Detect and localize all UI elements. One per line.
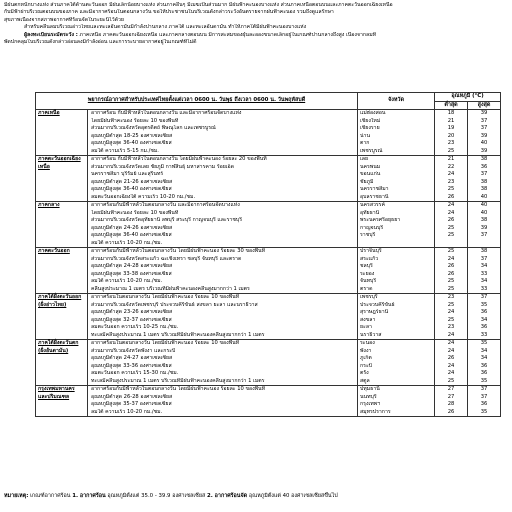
intro-text bbox=[4, 2, 510, 46]
max-temp-value: 39 bbox=[480, 224, 488, 231]
forecast-line: อากาศร้อนกับมีฟ้าหลัวในตอนกลางวัน โดยมีฝนฟ้าคะนอง ร้อยละ 30 ของพื้นที่ bbox=[91, 248, 266, 254]
max-temp-value: 36 bbox=[480, 163, 488, 170]
forecast-line: อุณหภูมิสูงสุด 36-40 องศาเซลเซียส bbox=[91, 186, 172, 192]
advisory-text: ภาคเหนือ ภาคตะวันออกเฉียงเหนือ และภาคกลางตอนบน มีการสะสมของฝุ่นละอองขนาดเล็กอยู่ในเกณฑ์ปานกลางถึงสูง เนื่องจากลมที่ bbox=[79, 31, 377, 38]
region-name bbox=[36, 202, 88, 248]
min-temp-value: 26 bbox=[447, 217, 455, 223]
max-temp-value: 35 bbox=[480, 301, 488, 308]
forecast-line: ลมตะวันออก ความเร็ว 15-30 กม./ชม. bbox=[91, 370, 179, 376]
forecast-line: อุณหภูมิต่ำสุด 24-27 องศาเซลเซียส bbox=[91, 355, 173, 361]
max-temp-value: 34 bbox=[480, 278, 488, 284]
max-temp-value: 38 bbox=[480, 248, 488, 254]
region-name-line: (ฝั่งอ่าวไทย) bbox=[38, 301, 67, 308]
region-name bbox=[36, 156, 88, 202]
province-name: พระนครศรีอยุธยา bbox=[360, 217, 401, 223]
forecast-table bbox=[35, 92, 501, 417]
min-temp-value: 21 bbox=[447, 156, 455, 162]
max-temp-value: 35 bbox=[480, 408, 488, 415]
province-name: เพชรบุรี bbox=[360, 294, 378, 300]
province-name: แม่ฮ่องสอน bbox=[360, 110, 386, 116]
province-name: น่าน bbox=[360, 132, 371, 139]
forecast-line: ลมใต้ ความเร็ว 10-20 กม./ชม. bbox=[91, 278, 163, 284]
region-row bbox=[36, 340, 501, 386]
province-name: พังงา bbox=[360, 347, 372, 354]
region-name bbox=[36, 294, 88, 340]
province-list bbox=[358, 294, 435, 340]
min-temp-value: 23 bbox=[447, 140, 455, 146]
forecast-line: ส่วนมากบริเวณจังหวัดอุตรดิตถ์ พิษณุโลก และเพชรบูรณ์ bbox=[91, 125, 216, 131]
province-name: ชัยภูมิ bbox=[360, 178, 374, 185]
region-forecast bbox=[88, 294, 358, 340]
max-temp-value: 35 bbox=[480, 377, 488, 384]
footnote-text: เกณฑ์อากาศร้อน bbox=[30, 493, 71, 499]
forecast-line: อุณหภูมิสูงสุด 33-38 องศาเซลเซียส bbox=[91, 270, 172, 277]
province-name: ปทุมธานี bbox=[360, 386, 380, 392]
min-temp-value: 25 bbox=[447, 186, 455, 192]
max-temp-header: สูงสุด bbox=[468, 101, 501, 110]
province-name: สระแก้ว bbox=[360, 255, 379, 262]
forecast-line: อุณหภูมิต่ำสุด 26-28 องศาเซลเซียส bbox=[91, 393, 173, 400]
province-name: ราชบุรี bbox=[360, 232, 376, 238]
province-name: ยะลา bbox=[360, 324, 372, 330]
max-temp-value: 40 bbox=[480, 140, 488, 146]
max-temp-list bbox=[468, 156, 501, 202]
region-name-line: กรุงเทพมหานคร bbox=[38, 386, 75, 392]
forecast-line: อุณหภูมิต่ำสุด 21-26 องศาเซลเซียส bbox=[91, 178, 173, 185]
min-temp-value: 25 bbox=[447, 224, 455, 231]
forecast-line: อากาศร้อนในตอนกลางวัน โดยมีฝนฟ้าคะนอง ร้อยละ 10 ของพื้นที่ bbox=[91, 340, 240, 346]
max-temp-value: 34 bbox=[480, 316, 488, 323]
min-temp-value: 20 bbox=[447, 132, 455, 139]
province-name: ตราด bbox=[360, 285, 373, 292]
region-forecast bbox=[88, 202, 358, 248]
intro-line: กับมีฟ้าผ่าบริเวณตอนบนของภาค และมีอากาศร้อนในตอนกลางวัน ขอให้ประชาชนในบริเวณดังกล่าวระวังอันตรายจากฝนฟ้าคะนอง รวมถึงดูแลรักษา bbox=[4, 9, 334, 16]
min-temp-value: 23 bbox=[447, 178, 455, 185]
forecast-line: อุณหภูมิสูงสุด 36-40 องศาเซลเซียส bbox=[91, 140, 172, 146]
forecast-line: ส่วนมากบริเวณจังหวัดเพชรบุรี ประจวบคีรีขันธ์ สงขลา ยะลา และนราธิวาส bbox=[91, 301, 258, 308]
region-name-line: ภาคตะวันออก bbox=[38, 248, 70, 254]
region-name-line: ภาคใต้ฝั่งตะวันตก bbox=[38, 340, 79, 346]
forecast-line: ลมตะวันออก ความเร็ว 10-25 กม./ชม. bbox=[91, 324, 179, 330]
province-name: สงขลา bbox=[360, 316, 376, 323]
min-temp-value: 23 bbox=[447, 294, 455, 300]
forecast-line: อากาศร้อน กับมีฟ้าหลัวในตอนกลางวัน และมีอากาศร้อนจัดบางแห่ง bbox=[91, 110, 242, 116]
forecast-line: นครราชสีมา บุรีรัมย์ และสุรินทร์ bbox=[91, 171, 164, 177]
min-temp-header: ต่ำสุด bbox=[435, 101, 468, 110]
min-temp-value: 27 bbox=[447, 393, 455, 400]
max-temp-value: 37 bbox=[480, 393, 488, 400]
forecast-line: อากาศร้อนกับมีฟ้าหลัวในตอนกลางวัน โดยมีฝนฟ้าคะนอง ร้อยละ 10 ของพื้นที่ bbox=[91, 386, 266, 392]
min-temp-value: 19 bbox=[447, 125, 455, 131]
min-temp-value: 26 bbox=[447, 270, 455, 277]
max-temp-value: 36 bbox=[480, 362, 488, 369]
max-temp-value: 36 bbox=[480, 401, 488, 407]
max-temp-value: 36 bbox=[480, 324, 488, 330]
forecast-line: ส่วนมากบริเวณจังหวัดเลย ชัยภูมิ กาฬสินธุ์ มหาสารคาม ร้อยเอ็ด bbox=[91, 163, 235, 170]
region-name-line: ภาคเหนือ bbox=[38, 110, 60, 116]
max-temp-value: 38 bbox=[480, 178, 488, 185]
max-temp-list bbox=[468, 248, 501, 294]
min-temp-value: 24 bbox=[447, 255, 455, 262]
forecast-line: อุณหภูมิสูงสุด 33-36 องศาเซลเซียส bbox=[91, 362, 172, 369]
province-name: ปราจีนบุรี bbox=[360, 248, 382, 254]
intro-line: มีฝนตกหนักบางแห่ง ส่วนภาคใต้ด้านตะวันออก มีฝนเล็กน้อยบางแห่ง ส่วนภาคอื่นๆ มีเมฆเป็นส่วนมาก มีฝนฟ้าคะนองบางแห่ง ส่วนภาคเหนือตอนบนและภาคตะวันออกเฉียงเหนือ bbox=[4, 2, 393, 8]
region-name bbox=[36, 386, 88, 417]
min-temp-value: 24 bbox=[447, 331, 455, 338]
forecast-line: โดยมีฝนฟ้าคะนอง ร้อยละ 10 ของพื้นที่ bbox=[91, 117, 179, 124]
province-name: นครพนม bbox=[360, 163, 381, 170]
province-name: สตูล bbox=[360, 377, 370, 384]
province-name: เพชรบูรณ์ bbox=[360, 147, 383, 154]
max-temp-value: 33 bbox=[480, 270, 488, 277]
min-temp-value: 24 bbox=[447, 347, 455, 354]
max-temp-value: 33 bbox=[480, 331, 488, 338]
min-temp-value: 23 bbox=[447, 324, 455, 330]
forecast-line: ลมใต้ ความเร็ว 5-15 กม./ชม. bbox=[91, 147, 159, 154]
min-temp-value: 26 bbox=[447, 355, 455, 361]
forecast-line: อุณหภูมิต่ำสุด 23-26 องศาเซลเซียส bbox=[91, 309, 173, 315]
forecast-line: ลมตะวันออกเฉียงใต้ ความเร็ว 10-20 กม./ชม. bbox=[91, 193, 196, 200]
province-name: นครสวรรค์ bbox=[360, 202, 385, 208]
province-name: เลย bbox=[360, 156, 369, 162]
intro-indent-line: สำหรับคลื่นลมบริเวณอ่าวไทยและทะเลอันดามันมีกำลังปานกลาง ภาคใต้ และทะเลอันดามัน ทำให้ภาคใต้มีฝนฟ้าคะนองบางแห่ง bbox=[24, 24, 307, 31]
advisory-heading: ผู้ลงทะเบียนระมัดระวัง : bbox=[24, 31, 78, 38]
max-temp-value: 35 bbox=[480, 340, 488, 346]
min-temp-value: 28 bbox=[447, 401, 455, 407]
min-temp-value: 26 bbox=[447, 193, 455, 200]
province-name: นนทบุรี bbox=[360, 393, 377, 400]
min-temp-list bbox=[435, 156, 468, 202]
province-name: ประจวบคีรีขันธ์ bbox=[360, 301, 395, 308]
min-temp-value: 26 bbox=[447, 263, 455, 269]
max-temp-value: 36 bbox=[480, 370, 488, 376]
min-temp-list bbox=[435, 202, 468, 248]
region-row bbox=[36, 248, 501, 294]
forecast-line: อุณหภูมิต่ำสุด 24-28 องศาเซลเซียส bbox=[91, 263, 173, 269]
max-temp-value: 33 bbox=[480, 285, 488, 292]
advisory-heading-line bbox=[4, 32, 510, 39]
min-temp-value: 24 bbox=[447, 340, 455, 346]
min-temp-value: 24 bbox=[447, 370, 455, 376]
footnote-item2-text: อุณหภูมิตั้งแต่ 40 องศาเซลเซียสขึ้นไป bbox=[248, 493, 338, 499]
forecast-line: อุณหภูมิสูงสุด 35-37 องศาเซลเซียส bbox=[91, 401, 172, 407]
forecast-line: โดยมีฝนฟ้าคะนอง ร้อยละ 10 ของพื้นที่ bbox=[91, 209, 179, 216]
min-temp-value: 24 bbox=[447, 202, 455, 208]
intro-indent-paragraph bbox=[4, 24, 510, 31]
max-temp-value: 40 bbox=[480, 193, 488, 200]
province-name: กระบี่ bbox=[360, 362, 373, 369]
min-temp-value: 25 bbox=[447, 232, 455, 238]
footnote-label: หมายเหตุ: bbox=[4, 493, 29, 499]
max-temp-value: 40 bbox=[480, 202, 488, 208]
province-name: จันทบุรี bbox=[360, 278, 377, 284]
max-temp-value: 37 bbox=[480, 125, 488, 131]
province-list bbox=[358, 202, 435, 248]
max-temp-list bbox=[468, 386, 501, 417]
province-name: ตาก bbox=[360, 140, 370, 146]
min-temp-list bbox=[435, 386, 468, 417]
min-temp-list bbox=[435, 248, 468, 294]
temperature-header: อุณหภูมิ (°C) bbox=[435, 93, 501, 102]
max-temp-list bbox=[468, 340, 501, 386]
province-header: จังหวัด bbox=[358, 93, 435, 110]
advisory-text-line2: พัดปกคลุมในบริเวณดังกล่าวอ่อนลงมีกำลังอ่อน และการระบายอากาศอยู่ในเกณฑ์ที่ไม่ดี bbox=[4, 39, 197, 46]
region-name-line: ภาคใต้ฝั่งตะวันออก bbox=[38, 294, 82, 300]
province-name: อุทัยธานี bbox=[360, 209, 380, 216]
min-temp-value: 26 bbox=[447, 408, 455, 415]
max-temp-value: 40 bbox=[480, 209, 488, 216]
province-name: นครราชสีมา bbox=[360, 186, 389, 192]
min-temp-value: 25 bbox=[447, 147, 455, 154]
min-temp-value: 25 bbox=[447, 248, 455, 254]
min-temp-value: 25 bbox=[447, 301, 455, 308]
province-name: สุราษฎร์ธานี bbox=[360, 309, 389, 315]
region-name bbox=[36, 110, 88, 156]
max-temp-value: 34 bbox=[480, 347, 488, 354]
province-name: สมุทรปราการ bbox=[360, 408, 391, 415]
max-temp-value: 39 bbox=[480, 132, 488, 139]
min-temp-value: 18 bbox=[447, 110, 455, 116]
region-row bbox=[36, 294, 501, 340]
min-temp-value: 25 bbox=[447, 377, 455, 384]
forecast-line: อากาศร้อน กับมีฟ้าหลัวในตอนกลางวัน โดยมีฝนฟ้าคะนอง ร้อยละ 20 ของพื้นที่ bbox=[91, 156, 267, 162]
region-row bbox=[36, 156, 501, 202]
min-temp-value: 24 bbox=[447, 209, 455, 216]
table-title: พยากรณ์อากาศสำหรับประเทศไทยตั้งแต่เวลา 0600 น. วันพุธ ถึงเวลา 0600 น. วันพฤหัสบดี bbox=[36, 93, 358, 110]
min-temp-value: 25 bbox=[447, 278, 455, 284]
min-temp-list bbox=[435, 294, 468, 340]
min-temp-value: 25 bbox=[447, 285, 455, 292]
region-forecast bbox=[88, 340, 358, 386]
region-row bbox=[36, 202, 501, 248]
max-temp-value: 38 bbox=[480, 156, 488, 162]
intro-line: สุขภาพเนื่องจากสภาพอากาศที่ร้อนจัดในระยะนี้ไว้ด้วย bbox=[4, 16, 124, 23]
max-temp-value: 37 bbox=[480, 232, 488, 238]
max-temp-value: 38 bbox=[480, 217, 488, 223]
province-name: ขอนแก่น bbox=[360, 171, 381, 177]
region-row bbox=[36, 110, 501, 156]
forecast-line: อุณหภูมิสูงสุด 36-40 องศาเซลเซียส bbox=[91, 232, 172, 238]
region-forecast bbox=[88, 248, 358, 294]
province-name: เชียงใหม่ bbox=[360, 117, 381, 124]
footnote-item1-label: 1. อากาศร้อน bbox=[72, 493, 106, 499]
max-temp-value: 38 bbox=[480, 186, 488, 192]
region-name bbox=[36, 248, 88, 294]
province-name: นราธิวาส bbox=[360, 331, 382, 338]
region-forecast bbox=[88, 156, 358, 202]
forecast-line: ทะเลมีคลื่นสูงประมาณ 1 เมตร บริเวณที่มีฝนฟ้าคะนองคลื่นสูงมากกว่า 1 เมตร bbox=[91, 377, 265, 384]
region-forecast bbox=[88, 386, 358, 417]
region-name-line: (ฝั่งอันดามัน) bbox=[38, 347, 69, 354]
forecast-line: อุณหภูมิต่ำสุด 24-26 องศาเซลเซียส bbox=[91, 224, 173, 231]
forecast-line: ส่วนมากบริเวณจังหวัดสระแก้ว ฉะเชิงเทรา ชลบุรี จันทบุรี และตราด bbox=[91, 255, 242, 262]
province-name: เชียงราย bbox=[360, 125, 380, 131]
province-list bbox=[358, 340, 435, 386]
region-name bbox=[36, 340, 88, 386]
min-temp-value: 25 bbox=[447, 316, 455, 323]
region-name-line: และปริมณฑล bbox=[38, 393, 70, 400]
region-name-line: ภาคตะวันออกเฉียงเหนือ bbox=[38, 156, 81, 170]
province-name: ชลบุรี bbox=[360, 263, 373, 269]
max-temp-value: 37 bbox=[480, 171, 488, 177]
province-name: กาญจนบุรี bbox=[360, 224, 384, 231]
province-name: ภูเก็ต bbox=[360, 355, 372, 361]
province-name: ตรัง bbox=[360, 370, 369, 376]
max-temp-value: 34 bbox=[480, 355, 488, 361]
footnote-item1-text: อุณหภูมิตั้งแต่ 35.0 - 39.9 องศาเซลเซียส bbox=[107, 493, 206, 499]
province-list bbox=[358, 386, 435, 417]
min-temp-value: 24 bbox=[447, 171, 455, 177]
forecast-line: ทะเลมีคลื่นสูงประมาณ 1 เมตร บริเวณที่มีฝนฟ้าคะนองคลื่นสูงมากกว่า 1 เมตร bbox=[91, 331, 265, 338]
forecast-line: ลมใต้ ความเร็ว 10-20 กม./ชม. bbox=[91, 408, 163, 415]
min-temp-value: 24 bbox=[447, 309, 455, 315]
region-row bbox=[36, 386, 501, 417]
forecast-line: อุณหภูมิต่ำสุด 18-25 องศาเซลเซียส bbox=[91, 132, 173, 139]
region-forecast bbox=[88, 110, 358, 156]
min-temp-value: 21 bbox=[447, 117, 455, 124]
max-temp-value: 37 bbox=[480, 294, 488, 300]
min-temp-list bbox=[435, 340, 468, 386]
province-name: ระยอง bbox=[360, 270, 375, 277]
min-temp-list bbox=[435, 110, 468, 156]
province-list bbox=[358, 156, 435, 202]
max-temp-value: 36 bbox=[480, 309, 488, 315]
province-list bbox=[358, 110, 435, 156]
province-name: อุบลราชธานี bbox=[360, 193, 389, 200]
province-name: ระนอง bbox=[360, 340, 375, 346]
max-temp-value: 37 bbox=[480, 117, 488, 124]
forecast-line: ส่วนมากบริเวณจังหวัดอุทัยธานี ลพบุรี สระบุรี กาญจนบุรี และราชบุรี bbox=[91, 217, 242, 223]
footnote bbox=[4, 492, 510, 500]
province-list bbox=[358, 248, 435, 294]
max-temp-value: 34 bbox=[480, 263, 488, 269]
forecast-line: คลื่นสูงประมาณ 1 เมตร บริเวณที่มีฝนฟ้าคะนองคลื่นสูงมากกว่า 1 เมตร bbox=[91, 285, 250, 292]
forecast-line: อุณหภูมิสูงสุด 32-37 องศาเซลเซียส bbox=[91, 316, 172, 323]
min-temp-value: 27 bbox=[447, 386, 455, 392]
max-temp-list bbox=[468, 294, 501, 340]
min-temp-value: 22 bbox=[447, 163, 455, 170]
intro-paragraph bbox=[4, 2, 510, 24]
max-temp-value: 39 bbox=[480, 147, 488, 154]
forecast-line: ลมใต้ ความเร็ว 10-20 กม./ชม. bbox=[91, 239, 163, 246]
max-temp-value: 37 bbox=[480, 255, 488, 262]
max-temp-list bbox=[468, 110, 501, 156]
max-temp-list bbox=[468, 202, 501, 248]
forecast-line: ส่วนมากบริเวณจังหวัดพังงา และกระบี่ bbox=[91, 347, 176, 354]
region-name-line: ภาคกลาง bbox=[38, 202, 60, 208]
province-name: กรุงเทพฯ bbox=[360, 401, 381, 407]
min-temp-value: 24 bbox=[447, 362, 455, 369]
forecast-line: อากาศร้อนในตอนกลางวัน โดยมีฝนฟ้าคะนอง ร้อยละ 10 ของพื้นที่ bbox=[91, 294, 240, 300]
max-temp-value: 37 bbox=[480, 386, 488, 392]
max-temp-value: 39 bbox=[480, 110, 488, 116]
footnote-item2-label: 2. อากาศร้อนจัด bbox=[207, 493, 248, 499]
forecast-line: อากาศร้อนกับมีฟ้าหลัวในตอนกลางวัน และมีอากาศร้อนจัดบางแห่ง bbox=[91, 202, 240, 208]
